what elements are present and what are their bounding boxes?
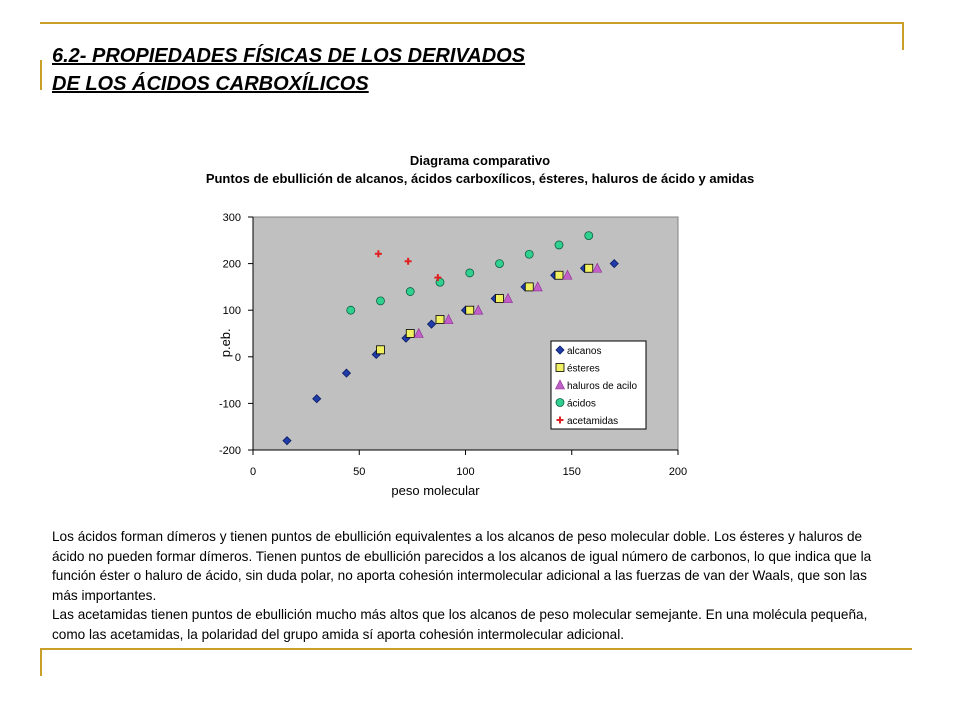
y-tick-label: -100	[218, 398, 241, 411]
chart-title: Diagrama comparativo	[409, 153, 551, 168]
point-acidos	[377, 297, 385, 305]
x-tick-label: 0	[249, 466, 257, 478]
legend-label-acetamidas: acetamidas	[567, 416, 619, 427]
y-tick-label: 0	[234, 351, 241, 364]
point-esteres	[496, 295, 504, 303]
point-acidos	[496, 260, 504, 268]
point-esteres	[406, 330, 414, 338]
point-acidos	[585, 232, 593, 240]
x-tick-label: 200	[668, 466, 688, 478]
point-acidos	[525, 250, 533, 258]
x-tick-label: 100	[456, 466, 475, 478]
legend-label-haluros-de-acilo: haluros de acilo	[567, 381, 638, 392]
slide-title-line2: DE LOS ÁCIDOS CARBOXÍLICOS	[52, 73, 369, 95]
y-tick-label: -200	[218, 445, 241, 457]
legend-label-acidos: ácidos	[567, 398, 596, 410]
point-esteres	[377, 346, 385, 354]
slide-title-line1: 6.2- PROPIEDADES FÍSICAS DE LOS DERIVADOS	[52, 45, 526, 67]
point-esteres	[555, 271, 563, 279]
paragraph-2: Las acetamidas tienen puntos de ebullición mucho más altos que los alcanos de peso molecular semejante. En una molécula pequeña, como las acetamidas, la polaridad del grupo amida sí aporta cohesión intermolecular adicional.	[52, 607, 868, 642]
x-tick-label: 50	[353, 466, 366, 478]
y-tick-label: 100	[222, 305, 241, 318]
y-tick-label: 300	[222, 212, 241, 224]
legend-label-esteres: ésteres	[567, 363, 600, 375]
y-tick-label: 200	[222, 258, 241, 271]
point-esteres	[585, 264, 593, 272]
point-acidos	[466, 269, 474, 277]
point-esteres	[525, 283, 533, 291]
point-acidos	[555, 241, 563, 249]
point-acidos	[406, 288, 414, 296]
point-esteres	[436, 316, 444, 324]
legend-label-alcanos: alcanos	[567, 346, 602, 357]
chart-subtitle: Puntos de ebullición de alcanos, ácidos carboxílicos, ésteres, haluros de ácido y amidas	[205, 171, 755, 186]
legend-marker-acidos	[556, 399, 564, 407]
legend-marker-esteres	[556, 364, 564, 372]
point-acidos	[347, 306, 355, 314]
x-tick-label: 150	[562, 466, 581, 478]
x-axis-label: peso molecular	[391, 483, 480, 498]
y-axis-label: p.eb.	[218, 328, 233, 358]
point-esteres	[466, 306, 474, 314]
paragraph-1: Los ácidos forman dímeros y tienen puntos de ebullición equivalentes a los alcanos de peso molecular doble. Los ésteres y haluros de ácido no pueden formar dímeros. Tienen puntos de ebullición parecidos a los alcanos de igual número de carbonos, lo que indica que la función éster o haluro de ácido, sin duda polar, no aporta cohesión intermolecular adicional a las fuerzas de van der Waals, que son las más importantes.	[52, 529, 872, 603]
body-text	[52, 527, 882, 644]
